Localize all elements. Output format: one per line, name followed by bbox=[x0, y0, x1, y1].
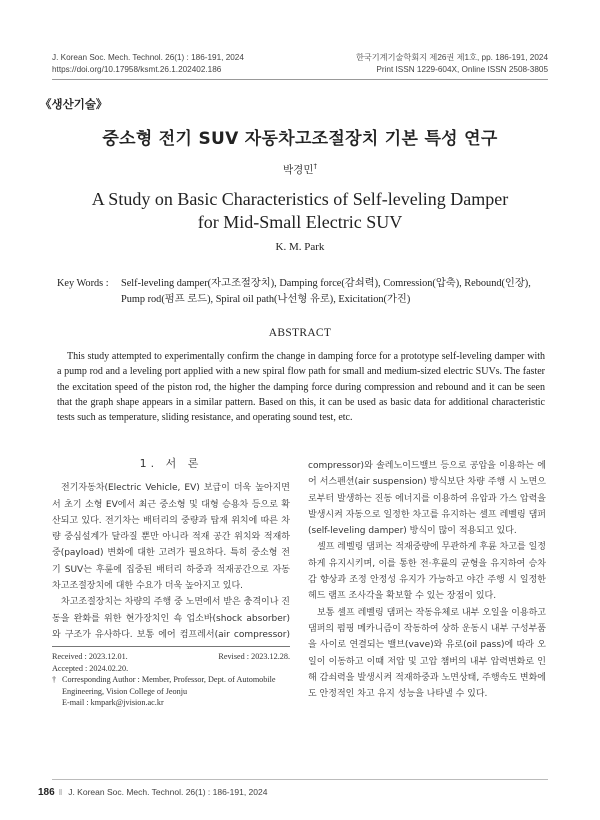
corresponding-author bbox=[52, 674, 290, 709]
corresponding-mark: † bbox=[313, 162, 317, 171]
corresponding-line-1: Corresponding Author : Member, Professor, Dept. of Automobile bbox=[62, 675, 276, 685]
author-email[interactable]: E-mail : kmpark@jvision.ac.kr bbox=[62, 698, 164, 708]
body-column-right bbox=[308, 458, 546, 702]
corresponding-author-text bbox=[62, 674, 276, 709]
journal-citation: J. Korean Soc. Mech. Technol. 26(1) : 186-191, 2024 bbox=[52, 53, 244, 62]
page-number: 186 bbox=[38, 787, 55, 798]
journal-korean-citation: 한국기계기술학회지 제26권 제1호, pp. 186-191, 2024 bbox=[355, 53, 548, 62]
abstract-text: This study attempted to experimentally confirm the change in damping force for a prototype self-leveling damper with a pump rod and a leveling port applied with a new spiral flow path for small and medium-sized electric SUVs. The faster the excitation speed of the piston rod, the higher the damping force during compression and rebound and it can be seen that the graph shape appears in a similar pattern. Based on this, it can be used as basic data for additional characteristic tests such as temperature, sliding resistance, and operating sound test, etc. bbox=[57, 351, 545, 424]
author-english: K. M. Park bbox=[275, 241, 325, 253]
accepted-date: Accepted : 2024.02.20. bbox=[52, 663, 129, 673]
corresponding-footnote-mark: † bbox=[52, 675, 57, 685]
footnote bbox=[52, 651, 290, 709]
page-footer bbox=[38, 787, 267, 798]
section-heading-introduction: 1. 서 론 bbox=[139, 457, 203, 470]
footer-separator: ‖ bbox=[58, 787, 63, 797]
footnote-dates bbox=[52, 651, 290, 663]
author-korean-name: 박경민 bbox=[283, 164, 314, 176]
abstract-heading: ABSTRACT bbox=[268, 327, 332, 339]
title-english-line-2: for Mid-Small Electric SUV bbox=[197, 212, 403, 232]
footer-divider bbox=[52, 779, 548, 780]
footer-journal: J. Korean Soc. Mech. Technol. 26(1) : 186-191, 2024 bbox=[68, 787, 268, 797]
title-english-line-1: A Study on Basic Characteristics of Self-leveling Damper bbox=[91, 189, 509, 209]
author-korean bbox=[0, 162, 600, 177]
issn-line: Print ISSN 1229-604X, Online ISSN 2508-3805 bbox=[376, 65, 548, 74]
body-column-left bbox=[52, 456, 290, 643]
running-header-left bbox=[52, 52, 244, 76]
header-divider bbox=[52, 79, 548, 80]
keywords bbox=[57, 276, 557, 308]
intro-paragraph-4: 보통 셀프 레벨링 댐퍼는 작동유체로 내부 오일을 이용하고 댐퍼의 펌핑 메카니즘이 작동하여 상하 운동시 내부 구성부품을 사이로 연결되는 밸브(vave)와 유로(oil pass)에 따라 오일이 이동하고 이때 저압 및 고압 챔버의 내부 압력변화로 인해 감쇠력을 발생시켜 적재하중과 노면상태, 주행속도 변화에도 안정적인 차고 유지 성능을 나타낼 수 있다. bbox=[308, 607, 546, 700]
keywords-text: Self-leveling damper(자고조절장치), Damping force(감쇠력), Comression(압축), Rebound(인장), Pump rod(펌프 로드), Spiral oil path(나선형 유로), Exicitation(가진) bbox=[121, 278, 531, 305]
intro-paragraph-2-continued: compressor)와 솔레노이드밸브 등으로 공압을 이용하는 에어 서스펜션(air suspension) 방식보단 차량 주행 시 노면으로부터 발생하는 진동 에너지를 이용하여 유압과 가스 압력을 발생시켜 자동으로 일정한 차고를 유지하는 셀프 레벨링 댐퍼(self-leveling damper) 방식이 많이 적용되고 있다. bbox=[308, 461, 546, 537]
corresponding-line-2: Engineering, Vision College of Jeonju bbox=[62, 686, 188, 696]
revised-date: Revised : 2023.12.28. bbox=[218, 652, 290, 661]
footnote-divider bbox=[52, 646, 290, 647]
received-date: Received : 2023.12.01. bbox=[52, 652, 128, 661]
keywords-label: Key Words : bbox=[57, 278, 109, 289]
section-tag: 《생산기술》 bbox=[40, 99, 108, 111]
intro-paragraph-2: 차고조절장치는 차량의 주행 중 노면에서 받은 충격이나 진동을 완화를 위한 현가장치인 쇽 업소바(shock absorber)와 구조가 유사하다. 보통 에어 컴프레서(air compressor) bbox=[52, 597, 290, 640]
doi-link[interactable]: https://doi.org/10.17958/ksmt.26.1.202402.186 bbox=[52, 65, 222, 74]
paper-title-english bbox=[0, 188, 600, 234]
paper-title-korean: 중소형 전기 SUV 자동차고조절장치 기본 특성 연구 bbox=[102, 129, 498, 149]
running-header-right bbox=[356, 52, 548, 76]
intro-paragraph-3: 셀프 레벨링 댐퍼는 적재중량에 무관하게 후륜 차고를 일정하게 유지시키며, 이를 통한 전·후륜의 균형을 유지하여 승차감 향상과 조정 안정성 유지가 가능하고 야간 주행 시 일정한 헤드 램프 조사각을 확보할 수 있는 장점이 있다. bbox=[308, 542, 546, 602]
intro-paragraph-1: 전기자동차(Electric Vehicle, EV) 보급이 더욱 높아지면서 초기 소형 EV에서 최근 중소형 및 대형 승용차 등으로 확산되고 있다. 전기차는 배터리의 중량과 탑재 위치에 따른 차량 중심설계가 달라질 뿐만 아니라 적재 공간 위치와 적재하중(payload) 변화에 대한 고려가 필요하다. 특히 중소형 전기 SUV는 후륜에 집중된 배터리 하중과 적재공간으로 자동차고조절장치에 대한 수요가 더욱 높아지고 있다. bbox=[52, 483, 290, 592]
